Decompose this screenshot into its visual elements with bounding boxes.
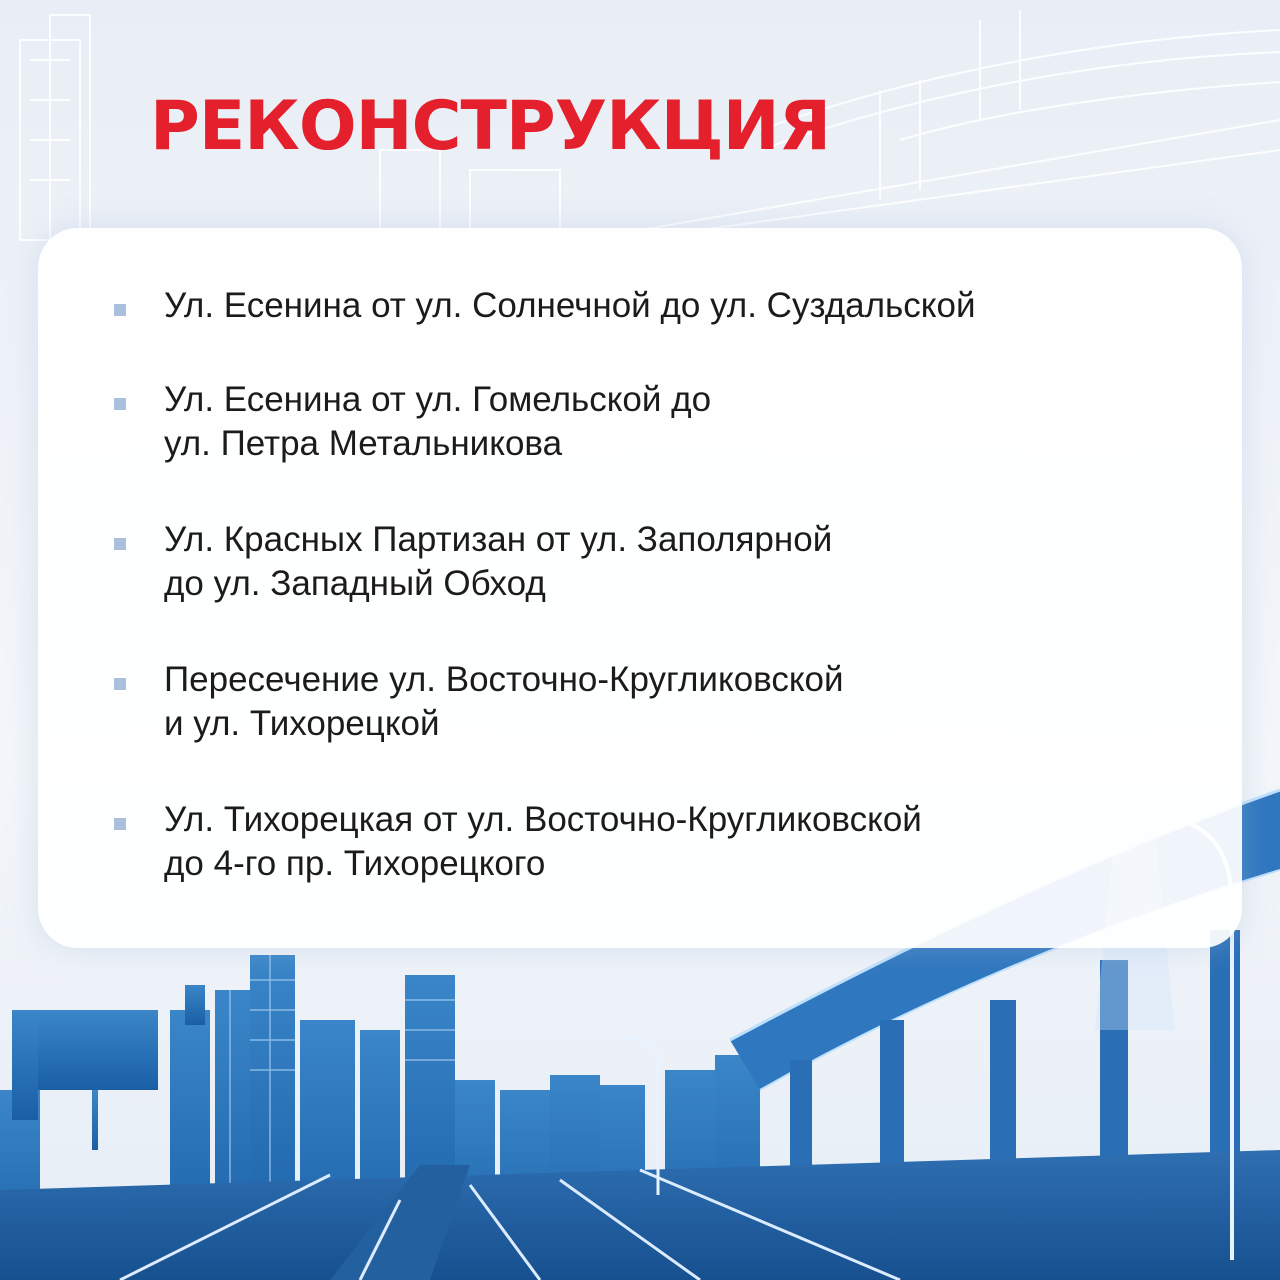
list-item-text: Ул. Есенина от ул. Гомельской до ул. Петра Метальникова: [164, 380, 712, 463]
square-bullet-icon: [114, 304, 126, 316]
square-bullet-icon: [114, 818, 126, 830]
square-bullet-icon: [114, 678, 126, 690]
list-item-text: Пересечение ул. Восточно-Кругликовской и ул. Тихорецкой: [164, 660, 844, 743]
square-bullet-icon: [114, 398, 126, 410]
reconstruction-list-card: [38, 228, 1242, 948]
square-bullet-icon: [114, 538, 126, 550]
list-item-text: Ул. Тихорецкая от ул. Восточно-Кругликовской до 4-го пр. Тихорецкого: [164, 800, 922, 883]
list-item-text: Ул. Красных Партизан от ул. Заполярной до ул. Западный Обход: [164, 520, 833, 603]
page-title: РЕКОНСТРУКЦИЯ: [150, 87, 831, 166]
list-item-text: Ул. Есенина от ул. Солнечной до ул. Суздальской: [164, 286, 976, 325]
